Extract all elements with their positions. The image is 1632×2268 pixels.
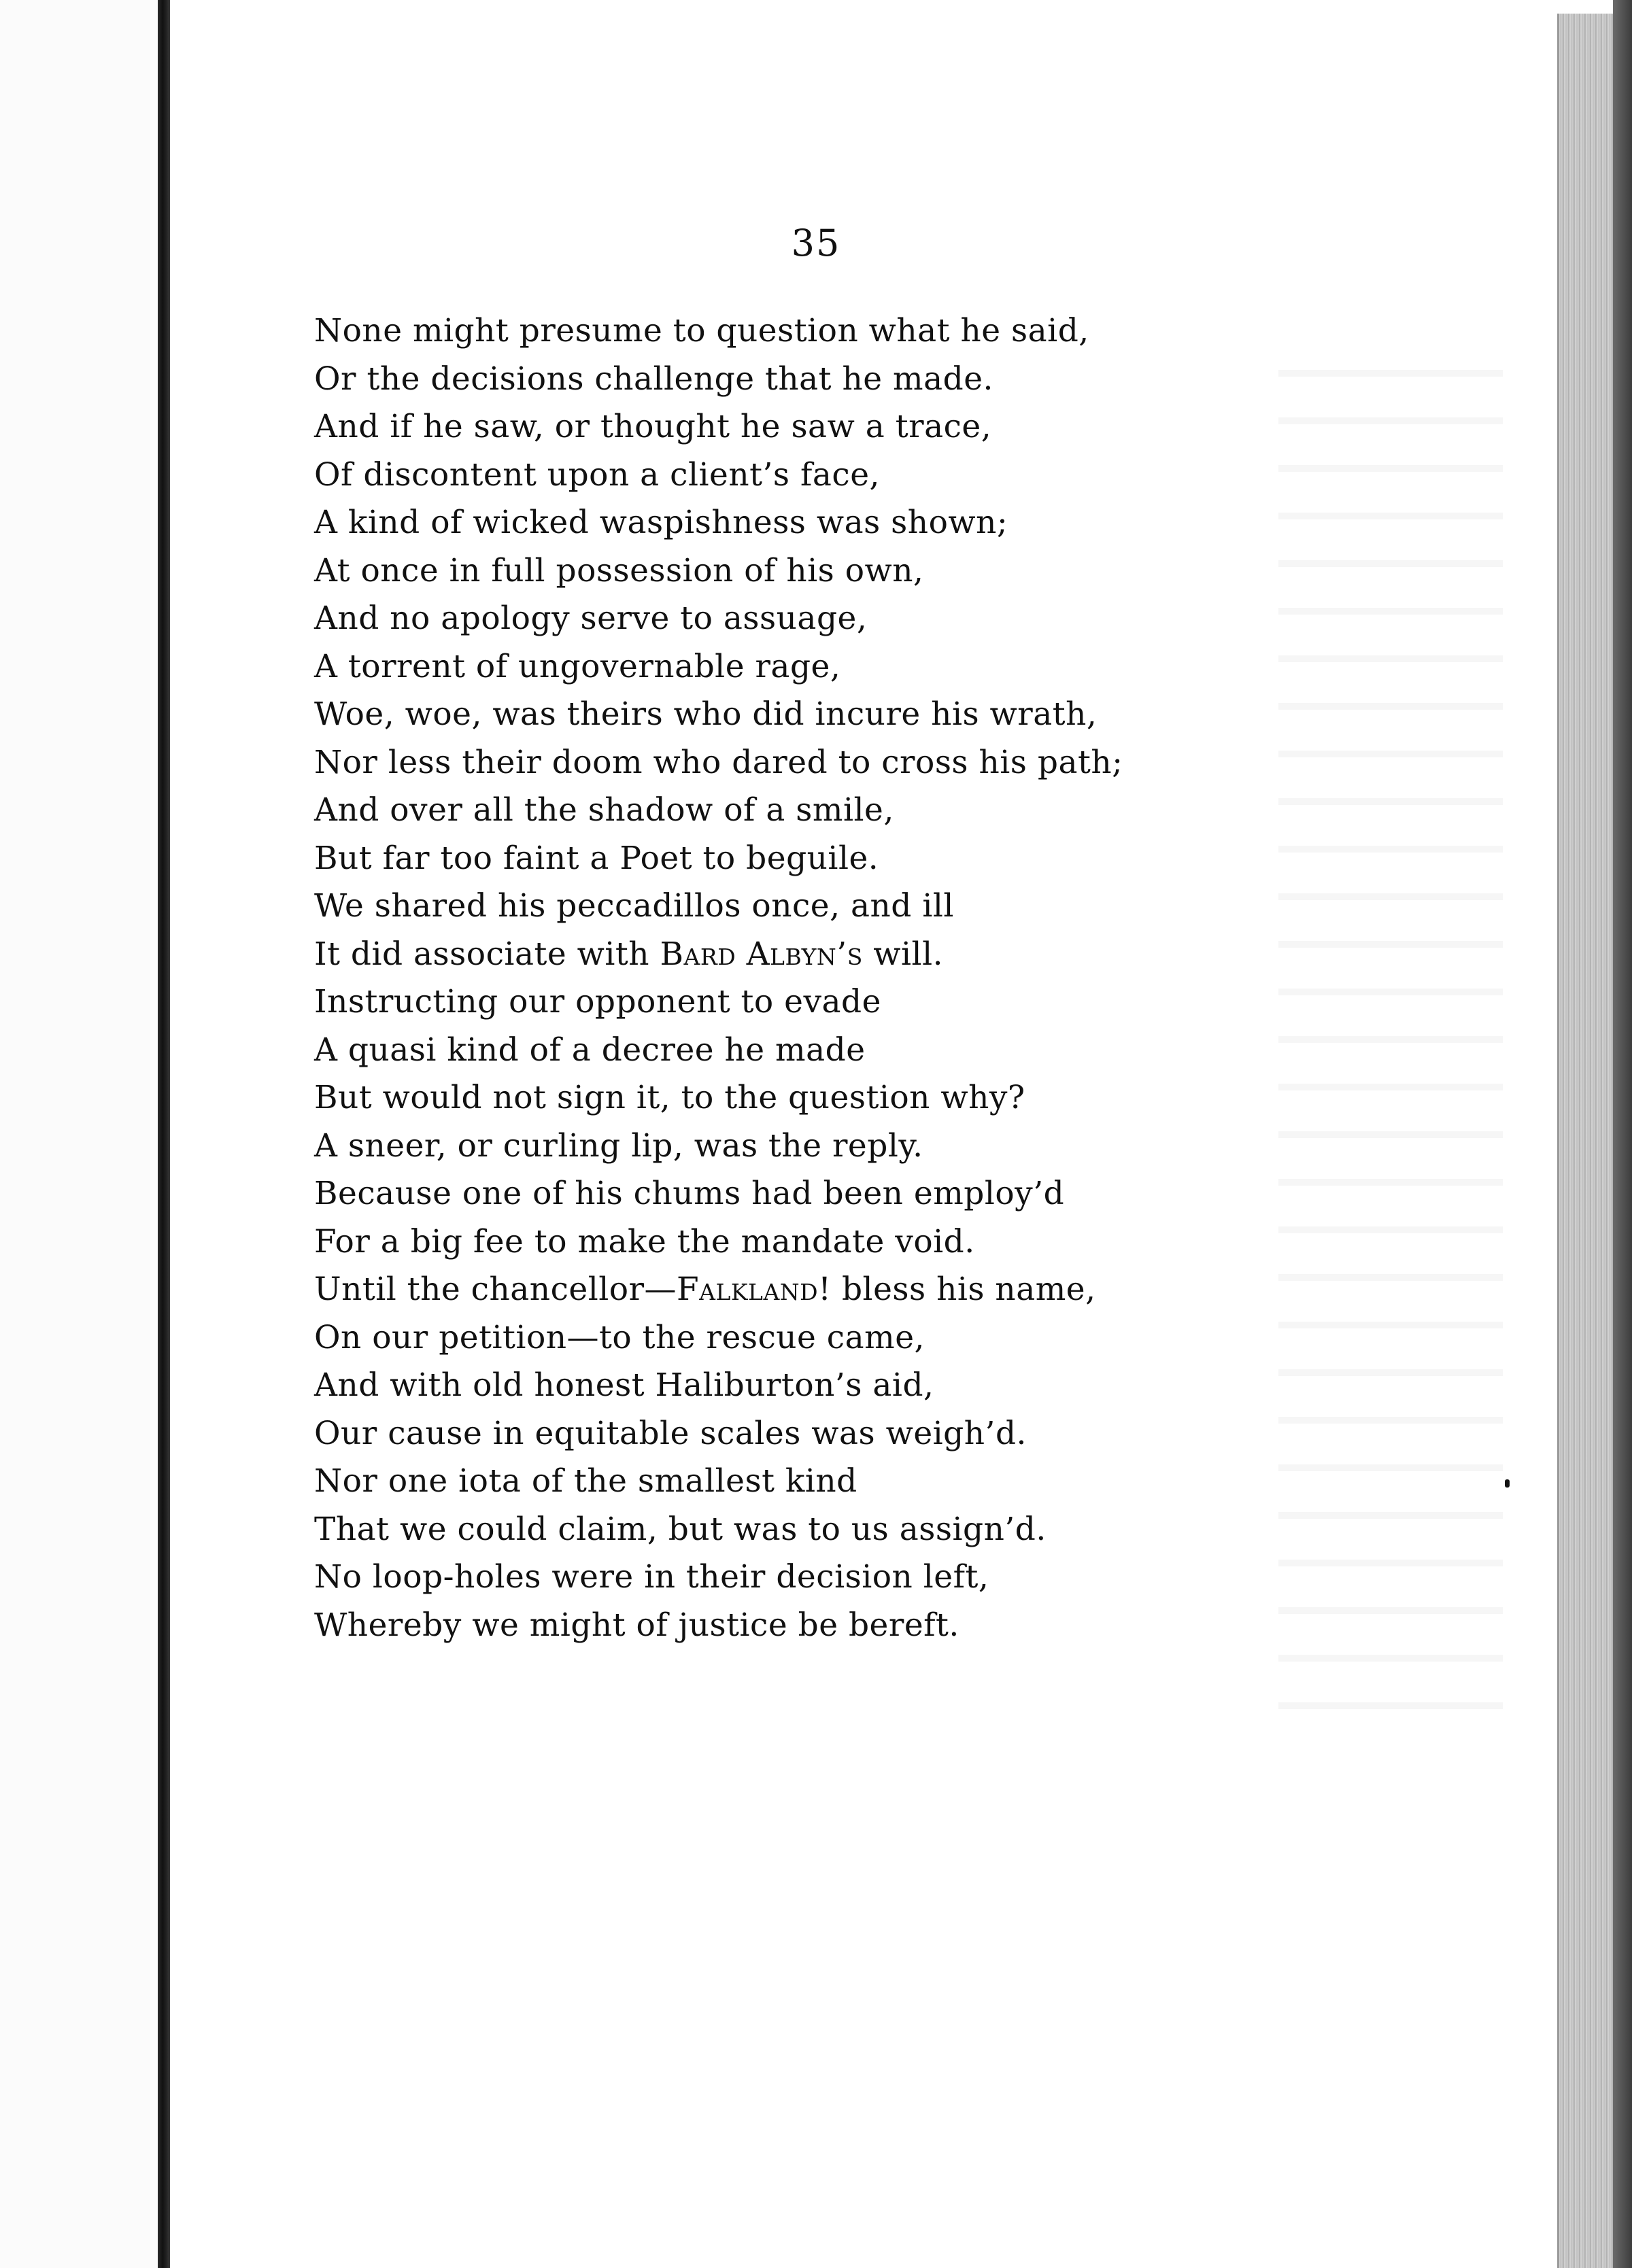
book-binding-gutter (158, 0, 170, 2268)
poem-line: On our petition—to the rescue came, (314, 1318, 925, 1356)
line-text: Until the chancellor— (314, 1271, 677, 1308)
poem-line: A torrent of ungovernable rage, (314, 647, 841, 685)
poem-line: Or the decisions challenge that he made. (314, 360, 993, 398)
poem-line: A sneer, or curling lip, was the reply. (314, 1127, 923, 1165)
poem-line-with-name (314, 931, 1266, 979)
poem-line: At once in full possession of his own, (314, 551, 924, 589)
line-text: ! bless his name, (818, 1271, 1096, 1308)
poem-line: A kind of wicked waspishness was shown; (314, 504, 1008, 541)
poem-line: That we could claim, but was to us assign’d. (314, 1510, 1047, 1548)
small-caps-name: Bard Albyn’s (660, 935, 863, 973)
poem-text (314, 307, 1266, 1649)
poem-line: But would not sign it, to the question why? (314, 1079, 1025, 1116)
poem-line: But far too faint a Poet to beguile. (314, 839, 879, 877)
line-text: will. (862, 935, 944, 973)
poem-line: None might presume to question what he said, (314, 312, 1089, 349)
poem-line: And with old honest Haliburton’s aid, (314, 1367, 934, 1404)
poem-line: Because one of his chums had been employ’d (314, 1175, 1065, 1212)
ink-speck (1505, 1479, 1510, 1488)
poem-line: Of discontent upon a client’s face, (314, 456, 880, 494)
poem-line: Whereby we might of justice be bereft. (314, 1606, 959, 1644)
poem-line: A quasi kind of a decree he made (314, 1031, 866, 1069)
scan-edge-shadow (1613, 0, 1632, 2268)
poem-line-with-name (314, 1266, 1266, 1314)
facing-page-margin (0, 0, 158, 2268)
poem-line: Instructing our opponent to evade (314, 983, 881, 1020)
line-text: It did associate with (314, 935, 660, 973)
small-caps-name: Falkland (677, 1271, 819, 1308)
poem-line: And no apology serve to assuage, (314, 600, 868, 637)
poem-line: Nor less their doom who dared to cross his path; (314, 743, 1123, 781)
poem-line: Nor one iota of the smallest kind (314, 1462, 857, 1500)
poem-line: No loop-holes were in their decision left, (314, 1558, 989, 1596)
poem-line: We shared his peccadillos once, and ill (314, 887, 954, 925)
poem-line: Woe, woe, was theirs who did incure his wrath, (314, 695, 1098, 733)
poem-line: And over all the shadow of a smile, (314, 791, 894, 829)
poem-line: And if he saw, or thought he saw a trace, (314, 408, 992, 445)
poem-line: Our cause in equitable scales was weigh’d. (314, 1414, 1027, 1452)
reverse-side-show-through (1278, 340, 1503, 1740)
page-number: 35 (791, 222, 841, 264)
page-edge-stack (1557, 14, 1615, 2268)
poem-line: For a big fee to make the mandate void. (314, 1222, 975, 1260)
